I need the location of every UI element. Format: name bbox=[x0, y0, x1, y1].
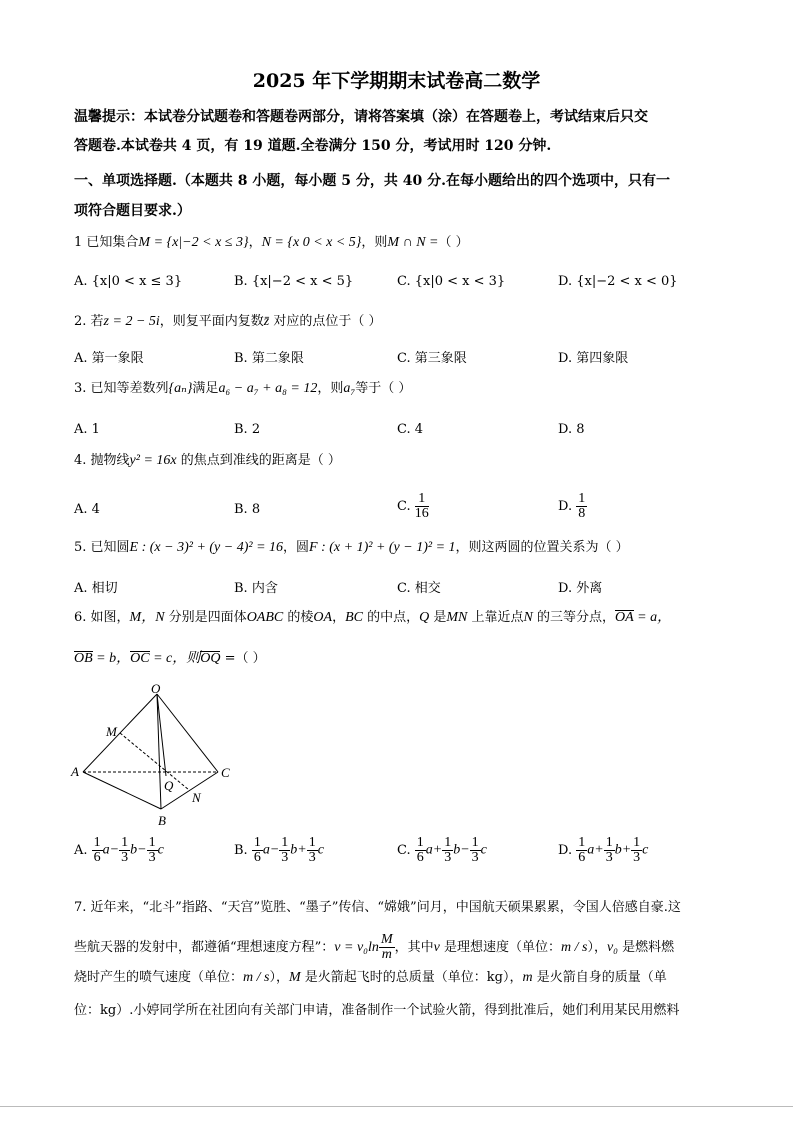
frac-den: 3 bbox=[633, 850, 641, 865]
q4-eq: y² = 16x bbox=[129, 453, 177, 468]
q7-frac-den: m bbox=[381, 947, 392, 962]
edge-oc bbox=[157, 694, 218, 772]
q3-a7: a₇ bbox=[343, 381, 356, 396]
q4-tail: 的焦点到准线的距离是（ ） bbox=[176, 453, 341, 468]
frac-den: 3 bbox=[471, 850, 479, 865]
frac-den: 3 bbox=[148, 850, 156, 865]
q4-option-d bbox=[558, 492, 587, 521]
q1-prefix: 1 已知集合 bbox=[74, 235, 139, 250]
q6-t1a: 6. 如图， bbox=[74, 610, 130, 625]
term: a bbox=[587, 842, 595, 858]
question-7-line-4: 位：kg）.小婷同学所在社团向有关部门申请，准备制作一个试验火箭，得到批准后，她们利用某民用燃料 bbox=[74, 1003, 680, 1018]
q6-t1c: 的棱 bbox=[283, 610, 314, 625]
q7-t3c: 是火箭起飞时的总质量（单位：kg）， bbox=[300, 970, 523, 985]
q6-mn-seg: MN bbox=[446, 610, 468, 625]
q6-end: =（ ） bbox=[220, 651, 266, 666]
q6-b-frac1 bbox=[252, 836, 263, 865]
question-7-line-1: 7. 近年来，“北斗”指路、“天宫”览胜、“墨子”传信、“嫦娥”问月，中国航天硕果累累，令国人倍感自豪.这 bbox=[74, 900, 681, 915]
q5-tail: ，则这两圆的位置关系为（ ） bbox=[455, 540, 629, 555]
q7-fraction bbox=[379, 933, 395, 962]
q1-set-m: M = {x|−2 < x ≤ 3} bbox=[138, 235, 249, 250]
q6-vec-oc: OC bbox=[130, 651, 150, 666]
q6-mn: M，N bbox=[129, 610, 165, 625]
sign: − bbox=[460, 842, 470, 858]
q7-t3b: ）， bbox=[269, 970, 289, 985]
q6-option-c bbox=[397, 836, 487, 865]
q2-option-d: D. 第四象限 bbox=[558, 351, 629, 366]
frac-num: 1 bbox=[121, 835, 129, 850]
q1-tail: ，则 bbox=[361, 235, 388, 250]
q1-expr: M ∩ N = bbox=[387, 235, 439, 250]
hint-line-2: 答题卷.本试卷共 4 页，有 19 道题.全卷满分 150 分，考试用时 120 分钟. bbox=[74, 138, 552, 154]
question-5 bbox=[74, 539, 629, 557]
q1-option-a: A. {x|0 < x ≤ 3} bbox=[74, 274, 183, 289]
sign: + bbox=[297, 842, 307, 858]
q6-t1g: 上靠近点 bbox=[467, 610, 524, 625]
q6-c-frac2 bbox=[442, 836, 453, 865]
section1-heading-line-1: 一、单项选择题.（本题共 8 小题，每小题 5 分，共 40 分.在每小题给出的四个选项中，只有一 bbox=[74, 173, 670, 189]
q1-set-n: N = {x 0 < x < 5} bbox=[261, 235, 362, 250]
q7-m-big: M bbox=[288, 970, 301, 985]
q2-prefix: 2. 若 bbox=[74, 314, 104, 329]
q6-a-frac2 bbox=[119, 836, 130, 865]
q7-unit2: m / s bbox=[243, 970, 270, 985]
label-a: A bbox=[71, 764, 79, 779]
q3-seq: {aₙ} bbox=[168, 381, 193, 396]
q3-end: 等于（ ） bbox=[355, 381, 412, 396]
tetrahedron-figure bbox=[68, 684, 238, 830]
q5-prefix: 5. 已知圆 bbox=[74, 540, 130, 555]
term: a bbox=[425, 842, 433, 858]
label-c: C bbox=[221, 765, 230, 780]
q6-vec-ob: OB bbox=[74, 651, 93, 666]
frac-num: 1 bbox=[578, 835, 586, 850]
q4-option-c-fraction bbox=[415, 492, 429, 521]
sign: − bbox=[269, 842, 280, 858]
q4-option-d-fraction bbox=[576, 492, 587, 521]
q4-d-num: 1 bbox=[578, 491, 586, 506]
frac-num: 1 bbox=[281, 835, 289, 850]
q6-d-frac2 bbox=[604, 836, 615, 865]
q6-a-frac3 bbox=[147, 836, 158, 865]
sign: + bbox=[621, 842, 632, 858]
label-n: N bbox=[192, 790, 201, 805]
q6-n: N bbox=[523, 610, 533, 625]
q4-c-den: 16 bbox=[414, 506, 429, 521]
frac-den: 3 bbox=[605, 850, 613, 865]
hint-line-1: 温馨提示：本试卷分试题卷和答题卷两部分，请将答案填（涂）在答题卷上，考试结束后只交 bbox=[74, 109, 648, 125]
q2-tail: ，则复平面内复数 bbox=[159, 314, 264, 329]
q1-option-c: C. {x|0 < x < 3} bbox=[397, 274, 506, 289]
frac-den: 3 bbox=[281, 850, 289, 865]
q2-option-c: C. 第三象限 bbox=[397, 351, 467, 366]
q6-eq-a: = a， bbox=[633, 610, 672, 625]
term: b bbox=[290, 842, 298, 858]
q6-c-frac1 bbox=[415, 836, 426, 865]
sign: + bbox=[432, 842, 443, 858]
question-7-line-3 bbox=[74, 969, 667, 987]
q6-eq-b: = b， bbox=[92, 651, 131, 666]
q5-option-b: B. 内含 bbox=[234, 581, 278, 596]
frac-den: 6 bbox=[93, 850, 101, 865]
q4-c-num: 1 bbox=[415, 492, 429, 507]
term: c bbox=[480, 842, 487, 858]
q5-mid: ，圆 bbox=[283, 540, 310, 555]
q7-frac-num: M bbox=[380, 932, 393, 947]
frac-den: 6 bbox=[578, 850, 586, 865]
frac-num: 1 bbox=[605, 835, 613, 850]
q7-eq: v = v₀ln bbox=[334, 940, 379, 955]
frac-den: 3 bbox=[308, 850, 316, 865]
sign: + bbox=[594, 842, 604, 858]
q1-paren: （ ） bbox=[438, 235, 469, 250]
question-1 bbox=[74, 234, 469, 252]
sign: − bbox=[109, 842, 120, 858]
q6-t1f: 是 bbox=[429, 610, 447, 625]
q6-q: Q bbox=[419, 610, 430, 625]
q6-a-frac1 bbox=[92, 836, 103, 865]
q6-oa: OA bbox=[313, 610, 333, 625]
term: a bbox=[102, 842, 110, 858]
q6-a-letter: A. bbox=[74, 843, 88, 858]
q4-d-den: 8 bbox=[578, 506, 586, 521]
q6-c-frac3 bbox=[470, 836, 481, 865]
label-o: O bbox=[151, 684, 161, 696]
q7-t3a: 烧时产生的喷气速度（单位： bbox=[74, 970, 244, 985]
q3-option-d: D. 8 bbox=[558, 422, 585, 437]
label-b: B bbox=[158, 813, 166, 828]
q5-circle-e: E : (x − 3)² + (y − 4)² = 16 bbox=[129, 540, 284, 555]
q3-mid: 满足 bbox=[192, 381, 219, 396]
q7-t3d: 是火箭自身的质量（单 bbox=[532, 970, 667, 985]
q7-t2e: 是燃料燃 bbox=[618, 940, 675, 955]
page-bottom-divider bbox=[0, 1106, 793, 1107]
term: a bbox=[262, 842, 270, 858]
term: c bbox=[157, 842, 164, 858]
q6-b-letter: B. bbox=[234, 843, 248, 858]
q7-v0: v₀ bbox=[606, 940, 619, 955]
q2-zbar: z̄ bbox=[263, 314, 270, 329]
q6-d-frac1 bbox=[576, 836, 587, 865]
q5-option-d: D. 外离 bbox=[558, 581, 603, 596]
q6-t1d: ， bbox=[332, 610, 346, 625]
frac-den: 6 bbox=[253, 850, 261, 865]
q6-option-d bbox=[558, 836, 648, 865]
q3-option-b: B. 2 bbox=[234, 422, 261, 437]
term: c bbox=[317, 842, 324, 858]
q5-option-a: A. 相切 bbox=[74, 581, 118, 596]
q1-sep: ， bbox=[248, 235, 262, 250]
frac-num: 1 bbox=[444, 835, 452, 850]
q4-option-c-letter: C. bbox=[397, 499, 411, 514]
q7-t2d: ）， bbox=[587, 940, 607, 955]
q6-t1b: 分别是四面体 bbox=[164, 610, 247, 625]
q7-m-small: m bbox=[522, 970, 533, 985]
question-6-line-1 bbox=[74, 609, 671, 627]
q2-end: 对应的点位于（ ） bbox=[269, 314, 382, 329]
frac-den: 3 bbox=[121, 850, 129, 865]
question-3 bbox=[74, 380, 411, 398]
q1-option-d: D. {x|−2 < x < 0} bbox=[558, 274, 678, 289]
frac-den: 3 bbox=[444, 850, 452, 865]
question-6-line-2 bbox=[74, 650, 266, 668]
q6-option-a bbox=[74, 836, 164, 865]
q6-b-frac3 bbox=[307, 836, 318, 865]
edge-ab bbox=[83, 772, 161, 809]
q7-t2b: ，其中 bbox=[394, 940, 434, 955]
q6-vec-oq: OQ bbox=[200, 651, 221, 666]
q3-tail: ，则 bbox=[317, 381, 344, 396]
q7-unit1: m / s bbox=[560, 940, 588, 955]
q3-option-a: A. 1 bbox=[74, 422, 100, 437]
label-m: M bbox=[106, 724, 117, 739]
question-4 bbox=[74, 452, 341, 470]
section1-heading-line-2: 项符合题目要求.） bbox=[74, 203, 191, 219]
q6-oabc: OABC bbox=[246, 610, 284, 625]
term: b bbox=[614, 842, 622, 858]
q6-d-letter: D. bbox=[558, 843, 573, 858]
q6-option-b bbox=[234, 836, 324, 865]
q3-option-c: C. 4 bbox=[397, 422, 424, 437]
q6-t1e: 的中点， bbox=[362, 610, 420, 625]
question-2 bbox=[74, 313, 382, 331]
q6-bc: BC bbox=[345, 610, 363, 625]
q6-eq-c: = c，则 bbox=[149, 651, 201, 666]
q4-option-c bbox=[397, 492, 429, 521]
q1-option-b: B. {x|−2 < x < 5} bbox=[234, 274, 354, 289]
q7-t2c: 是理想速度（单位： bbox=[439, 940, 561, 955]
q3-cond: a₆ − a₇ + a₈ = 12 bbox=[218, 381, 318, 396]
frac-num: 1 bbox=[253, 835, 261, 850]
q6-b-frac2 bbox=[279, 836, 290, 865]
frac-den: 6 bbox=[416, 850, 424, 865]
q6-c-letter: C. bbox=[397, 843, 411, 858]
q5-circle-f: F : (x + 1)² + (y − 1)² = 1 bbox=[309, 540, 456, 555]
q6-t1h: 的三等分点， bbox=[532, 610, 615, 625]
q3-prefix: 3. 已知等差数列 bbox=[74, 381, 169, 396]
page-title: 2025 年下学期期末试卷高二数学 bbox=[252, 70, 541, 92]
q6-vec-oa: OA bbox=[615, 610, 634, 625]
q7-t2a: 些航天器的发射中，都遵循“理想速度方程”： bbox=[74, 940, 335, 955]
q5-option-c: C. 相交 bbox=[397, 581, 441, 596]
q4-prefix: 4. 抛物线 bbox=[74, 453, 130, 468]
label-q: Q bbox=[164, 778, 174, 793]
question-7-line-2 bbox=[74, 933, 674, 962]
term: b bbox=[453, 842, 461, 858]
frac-num: 1 bbox=[148, 835, 156, 850]
frac-num: 1 bbox=[308, 835, 316, 850]
term: b bbox=[130, 842, 138, 858]
sign: − bbox=[137, 842, 147, 858]
q4-option-a: A. 4 bbox=[74, 502, 100, 517]
q7-v: v bbox=[433, 940, 440, 955]
term: c bbox=[642, 842, 649, 858]
q6-d-frac3 bbox=[631, 836, 642, 865]
frac-num: 1 bbox=[471, 835, 479, 850]
frac-num: 1 bbox=[416, 835, 424, 850]
q4-option-b: B. 8 bbox=[234, 502, 261, 517]
q2-option-b: B. 第二象限 bbox=[234, 351, 304, 366]
frac-num: 1 bbox=[93, 835, 101, 850]
frac-num: 1 bbox=[633, 835, 641, 850]
q2-option-a: A. 第一象限 bbox=[74, 351, 144, 366]
q4-option-d-letter: D. bbox=[558, 499, 573, 514]
q2-z: z = 2 − 5i bbox=[103, 314, 160, 329]
segment-mn bbox=[120, 733, 189, 790]
